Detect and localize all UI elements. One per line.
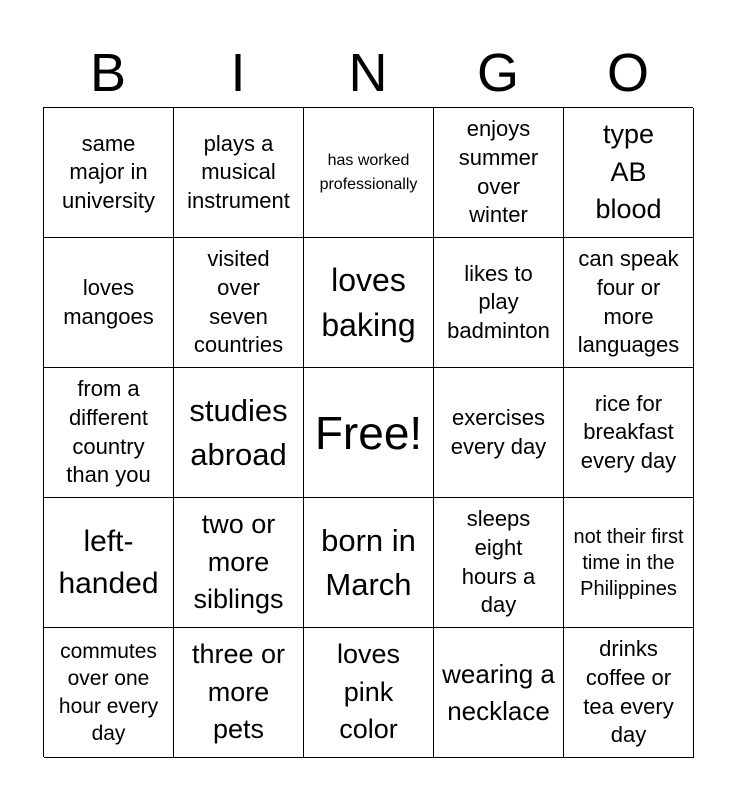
header-letter-b: B	[89, 43, 127, 103]
cell-text: born in March	[321, 523, 416, 602]
cell-text: loves baking	[321, 261, 416, 343]
cell-text: left-handed	[58, 524, 159, 600]
bingo-cell-r1-c3[interactable]	[304, 108, 434, 238]
cell-text: studies abroad	[189, 393, 288, 472]
bingo-cell-r5-c3[interactable]	[304, 628, 434, 758]
bingo-cell-r1-c2[interactable]	[174, 108, 304, 238]
bingo-cell-r5-c4[interactable]	[434, 628, 564, 758]
bingo-cell-r2-c4[interactable]	[434, 238, 564, 368]
cell-text: plays a musical instrument	[187, 130, 290, 213]
cell-text: commutes over one hour every day	[58, 639, 159, 745]
bingo-header	[43, 38, 693, 108]
cell-text: loves pink color	[336, 638, 401, 745]
bingo-cell-r2-c5[interactable]	[564, 238, 694, 368]
bingo-cell-r5-c5[interactable]	[564, 628, 694, 758]
cell-text: type AB blood	[595, 118, 662, 225]
bingo-cell-r2-c3[interactable]	[304, 238, 434, 368]
cell-text: two or more siblings	[193, 508, 284, 615]
cell-text: visited over seven countries	[193, 246, 284, 358]
cell-text: has worked professionally	[319, 152, 418, 193]
cell-text: rice for breakfast every day	[580, 390, 677, 473]
cell-text: likes to play badminton	[447, 260, 550, 343]
cell-text: three or more pets	[191, 638, 286, 745]
bingo-board	[43, 107, 693, 757]
bingo-cell-r4-c2[interactable]	[174, 498, 304, 628]
bingo-cell-r4-c4[interactable]	[434, 498, 564, 628]
bingo-cell-r3-c1[interactable]	[44, 368, 174, 498]
bingo-cell-r4-c1[interactable]	[44, 498, 174, 628]
bingo-cell-r3-c2[interactable]	[174, 368, 304, 498]
cell-text: exercises every day	[450, 404, 547, 459]
bingo-cell-r4-c3[interactable]	[304, 498, 434, 628]
cell-text: sleeps eight hours a day	[461, 506, 536, 618]
bingo-cell-r2-c2[interactable]	[174, 238, 304, 368]
cell-text: same major in university	[62, 130, 155, 213]
free-space: Free!	[314, 406, 423, 459]
bingo-cell-r2-c1[interactable]	[44, 238, 174, 368]
header-letter-o: O	[606, 43, 649, 103]
bingo-cell-r5-c2[interactable]	[174, 628, 304, 758]
bingo-cell-r1-c4[interactable]	[434, 108, 564, 238]
bingo-cell-r3-c4[interactable]	[434, 368, 564, 498]
cell-text: enjoys summer over winter	[458, 116, 539, 228]
bingo-cell-r1-c5[interactable]	[564, 108, 694, 238]
cell-text: can speak four or more languages	[577, 246, 680, 358]
bingo-cell-r5-c1[interactable]	[44, 628, 174, 758]
header-letter-g: G	[476, 43, 519, 103]
header-letter-n: N	[348, 43, 388, 103]
bingo-cell-r3-c5[interactable]	[564, 368, 694, 498]
cell-text: wearing a necklace	[442, 659, 555, 726]
bingo-cell-r3-c3[interactable]	[304, 368, 434, 498]
header-letter-i: I	[230, 43, 246, 103]
cell-text: loves mangoes	[63, 274, 154, 329]
cell-text: drinks coffee or tea every day	[583, 636, 674, 748]
cell-text: from a different country than you	[66, 376, 151, 488]
bingo-cell-r1-c1[interactable]	[44, 108, 174, 238]
bingo-cell-r4-c5[interactable]	[564, 498, 694, 628]
cell-text: not their first time in the Philippines	[573, 525, 684, 600]
